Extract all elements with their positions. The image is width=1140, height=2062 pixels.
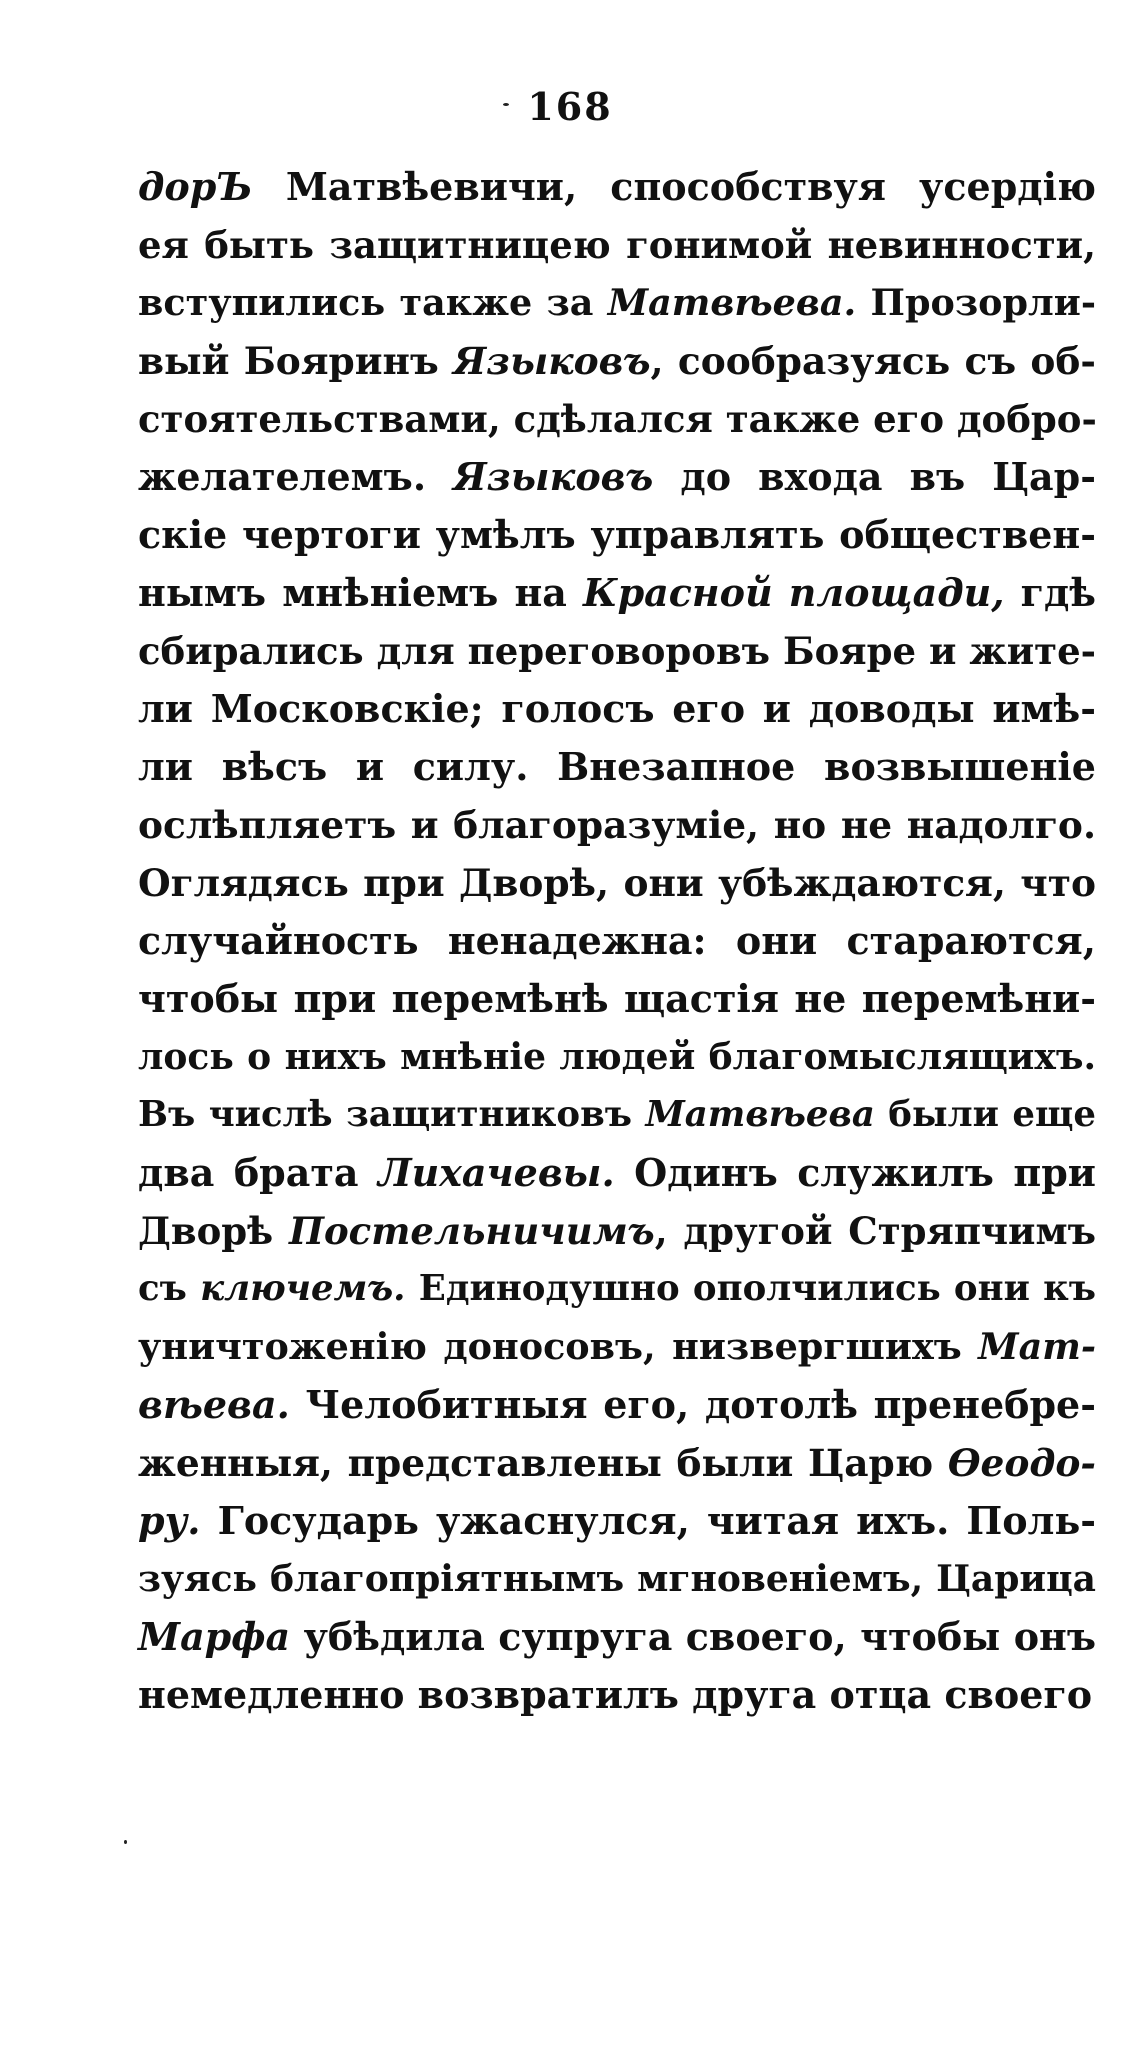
text-run: Одинъ служилъ при: [614, 1150, 1096, 1195]
text-run: были еще: [874, 1094, 1096, 1135]
text-line: [138, 1376, 1096, 1434]
italic-name: Постельничимъ: [289, 1209, 655, 1253]
italic-name: Матвѣева: [645, 1094, 875, 1135]
text-run: Матвѣевичи, способствуя усердію: [252, 164, 1096, 209]
text-run: стоятельствами, сдѣлался также его добро-: [138, 397, 1097, 441]
italic-name: Языковъ: [453, 454, 654, 499]
text-line: [138, 1202, 1096, 1260]
italic-name: ключемъ.: [200, 1268, 406, 1309]
ink-speck: [124, 1840, 127, 1844]
italic-name: Языковъ: [453, 339, 651, 383]
text-run: сбирались для переговоровъ Бояре и жите-: [138, 629, 1096, 673]
text-line: [138, 912, 1096, 970]
italic-name: Лихачевы.: [378, 1150, 615, 1195]
text-line: [138, 1434, 1096, 1492]
text-run: зуясь благопріятнымъ мгновеніемъ, Царица: [138, 1558, 1096, 1600]
text-line: [138, 564, 1096, 622]
text-line: [138, 1492, 1096, 1550]
text-line: [138, 970, 1096, 1028]
text-run: желателемъ.: [138, 454, 454, 499]
text-run: до входа въ Цар-: [653, 454, 1096, 499]
text-line: [138, 274, 1096, 332]
text-run: Прозорли-: [856, 281, 1096, 324]
text-run: случайность ненадежна: они стараются,: [138, 918, 1096, 963]
text-line: [138, 1666, 1096, 1724]
text-run: убѣдила супруга своего, чтобы онъ: [290, 1614, 1096, 1659]
text-line: [138, 796, 1096, 854]
text-run: , сообразуясь съ об-: [650, 339, 1096, 383]
text-run: два брата: [138, 1150, 378, 1195]
text-run: ослѣпляетъ и благоразуміе, но не надолго.: [138, 803, 1096, 847]
text-line: [138, 1550, 1096, 1608]
text-line: [138, 1144, 1096, 1202]
text-run: Дворѣ: [138, 1209, 290, 1253]
text-run: чтобы при перемѣнѣ щастія не перемѣни-: [138, 976, 1096, 1021]
text-run: нымъ мнѣніемъ на: [138, 570, 584, 615]
text-run: скіе чертоги умѣлъ управлять обществен-: [138, 512, 1096, 557]
text-line: [138, 448, 1096, 506]
text-run: Челобитныя его, дотолѣ пренебре-: [289, 1382, 1096, 1427]
body-text: [138, 158, 1096, 1724]
page-number: 168: [527, 84, 613, 129]
text-line: [138, 738, 1096, 796]
text-run: Въ числѣ защитниковъ: [138, 1094, 646, 1135]
text-line: [138, 332, 1096, 390]
text-line: [138, 216, 1096, 274]
text-run: гдѣ: [1004, 570, 1096, 615]
text-line: [138, 1260, 1096, 1318]
text-run: Государь ужаснулся, читая ихъ. Поль-: [200, 1498, 1096, 1543]
italic-name: дорЪ: [138, 164, 253, 209]
italic-name: Мат-: [978, 1325, 1096, 1368]
italic-name: Ѳеодо-: [947, 1441, 1096, 1485]
text-run: Единодушно ополчились они къ: [405, 1268, 1096, 1309]
text-line: [138, 506, 1096, 564]
text-line: [138, 854, 1096, 912]
text-run: женныя, представлены были Царю: [138, 1441, 948, 1485]
italic-name: вѣева.: [138, 1382, 290, 1427]
text-run: съ: [138, 1268, 201, 1309]
text-run: немедленно возвратилъ друга отца своего: [138, 1672, 1093, 1717]
text-run: Оглядясь при Дворѣ, они убѣждаются, что: [138, 861, 1096, 905]
text-line: [138, 622, 1096, 680]
text-line: [138, 1086, 1096, 1144]
text-line: [138, 680, 1096, 738]
text-line: [138, 390, 1096, 448]
text-run: уничтоженію доносовъ, низвергшихъ: [138, 1325, 979, 1368]
text-line: [138, 1608, 1096, 1666]
text-run: ли вѣсъ и силу. Внезапное возвышеніе: [138, 744, 1096, 789]
italic-name: ру.: [138, 1498, 201, 1543]
text-run: ли Московскіе; голосъ его и доводы имѣ-: [138, 686, 1096, 731]
text-run: , другой Стряпчимъ: [654, 1209, 1096, 1253]
text-line: [138, 1028, 1096, 1086]
text-run: вступились также за: [138, 281, 608, 324]
text-line: [138, 158, 1096, 216]
italic-name: Матвѣева.: [607, 281, 857, 324]
text-run: лось о нихъ мнѣніе людей благомыслящихъ.: [138, 1036, 1096, 1078]
text-run: вый Бояринъ: [138, 339, 454, 383]
italic-name: Марфа: [138, 1614, 291, 1659]
text-line: [138, 1318, 1096, 1376]
text-run: ея быть защитницею гонимой невинности,: [138, 223, 1096, 267]
ink-speck: [503, 103, 509, 106]
italic-name: Красной площади,: [583, 570, 1005, 615]
